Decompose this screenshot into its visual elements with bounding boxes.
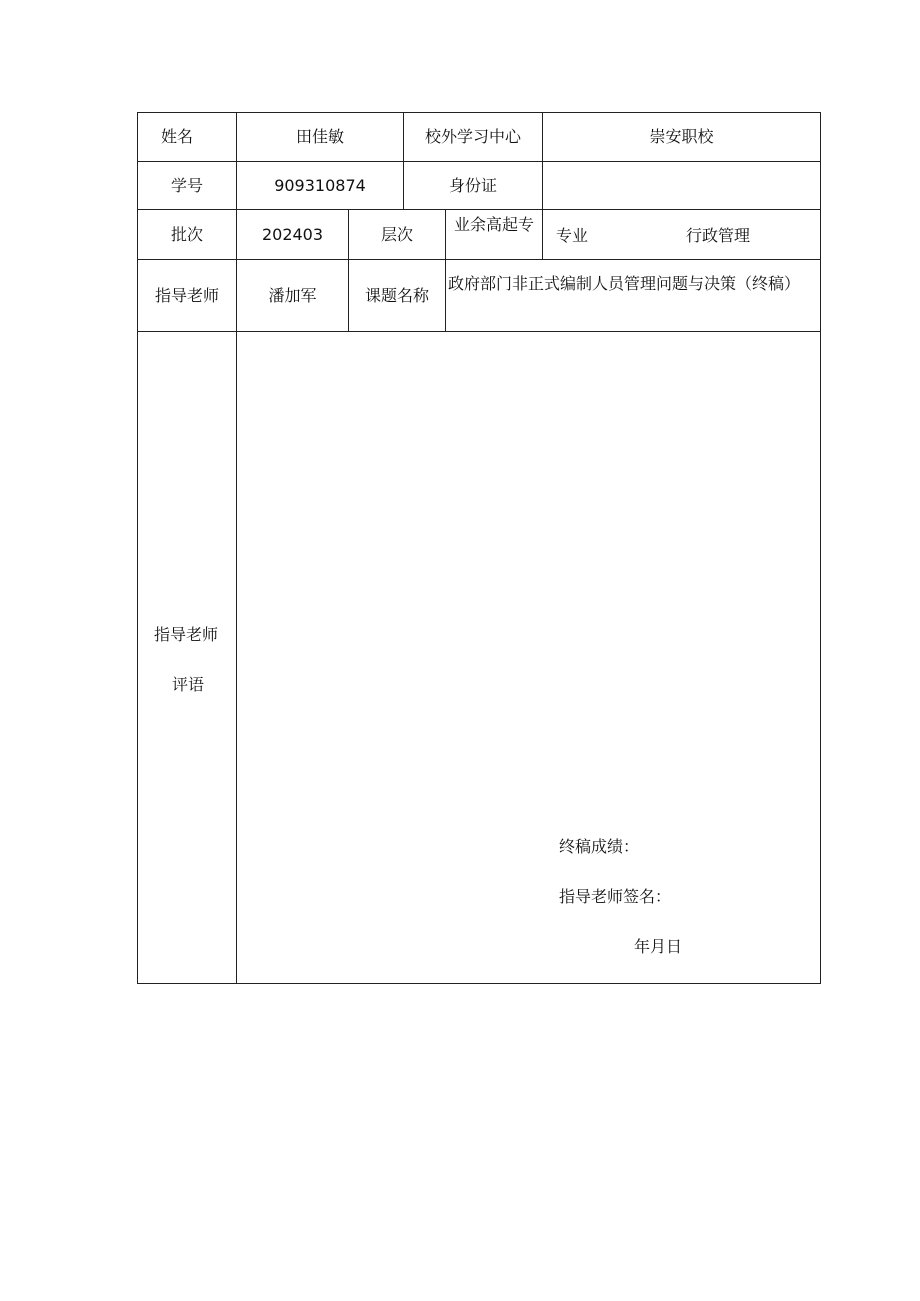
final-grade-label: 终稿成绩： xyxy=(559,837,640,856)
major-value: 行政管理 xyxy=(686,226,751,245)
topic-value: 政府部门非正式编制人员管理问题与决策（终稿） xyxy=(448,274,801,293)
comments-label-line1: 指导老师 xyxy=(154,625,219,644)
advisor-signature-label: 指导老师签名： xyxy=(559,887,672,906)
advisor-value: 潘加军 xyxy=(268,285,317,305)
major-label: 专业 xyxy=(556,226,589,245)
topic-label: 课题名称 xyxy=(364,285,429,305)
batch-value: 202403 xyxy=(261,224,324,244)
row-divider xyxy=(138,331,820,332)
column-divider xyxy=(542,209,543,259)
student-id-label: 学号 xyxy=(170,175,203,195)
batch-label: 批次 xyxy=(170,224,203,244)
comments-label-line2: 评语 xyxy=(172,675,205,694)
student-id-value: 909310874 xyxy=(274,175,366,195)
advisor-label: 指导老师 xyxy=(154,285,219,305)
id-card-value xyxy=(543,162,820,209)
name-label: 姓名 xyxy=(160,127,193,146)
study-center-value: 崇安职校 xyxy=(649,127,714,146)
id-card-label: 身份证 xyxy=(448,175,497,195)
signature-date-label: 年月日 xyxy=(634,937,683,956)
study-center-label: 校外学习中心 xyxy=(424,127,521,146)
name-value: 田佳敏 xyxy=(295,127,344,146)
advisor-comment-form xyxy=(137,112,821,984)
level-label: 层次 xyxy=(380,224,413,244)
level-value: 业余高起专 xyxy=(453,215,534,234)
